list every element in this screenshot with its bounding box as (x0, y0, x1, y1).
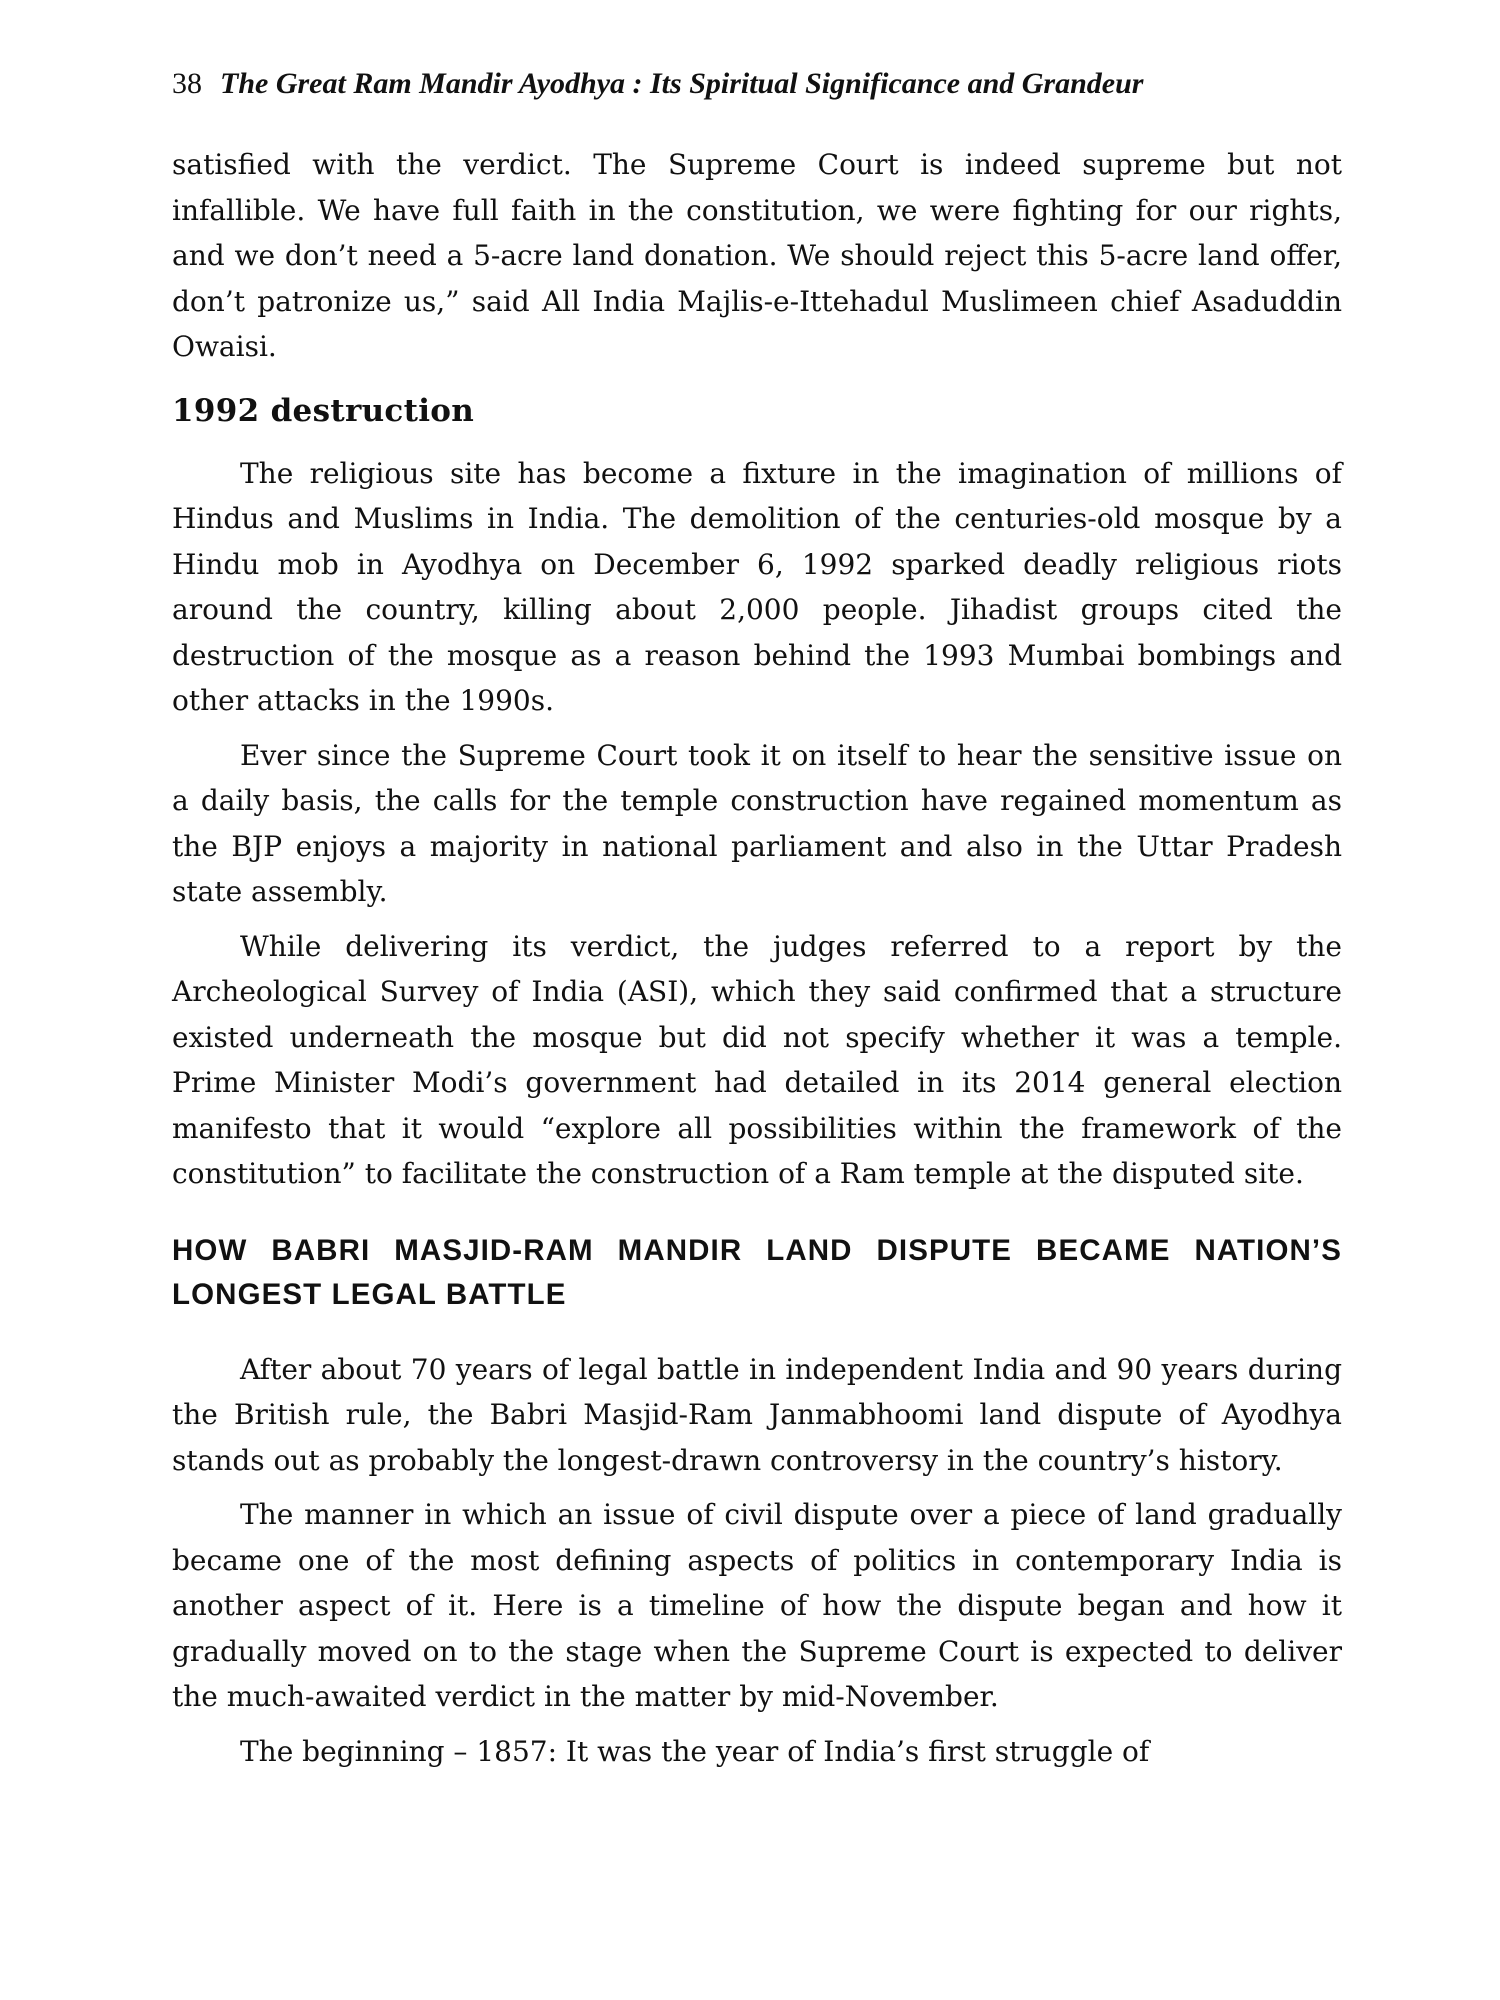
book-title: The Great Ram Mandir Ayodhya : Its Spiritual Significance and Grandeur (220, 67, 1144, 100)
paragraph: Ever since the Supreme Court took it on itself to hear the sensitive issue on a daily basis, the calls for the temple construction have regained momentum as the BJP enjoys a majority in national parliament and also in the Uttar Pradesh state assembly. (172, 738, 1342, 908)
paragraph: After about 70 years of legal battle in independent India and 90 years during the British rule, the Babri Masjid-Ram Janmabhoomi land dispute of Ayodhya stands out as probably the longest-drawn controversy in the country’s history. (172, 1352, 1342, 1477)
paragraph: The manner in which an issue of civil dispute over a piece of land gradually became one of the most defining aspects of politics in contemporary India is another aspect of it. Here is a timeline of how the dispute began and how it gradually moved on to the stage when the Supreme Court is expected to deliver the much-awaited verdict in the matter by mid-November. (172, 1498, 1342, 1713)
paragraph: While delivering its verdict, the judges referred to a report by the Archeological Survey of India (ASI), which they said confirmed that a structure existed underneath the mosque but did not specify whether it was a temple. Prime Minister Modi’s government had detailed in its 2014 general election manifesto that it would “explore all possibilities within the framework of the constitution” to facilitate the construction of a Ram temple at the disputed site. (172, 929, 1342, 1190)
body-text (172, 142, 1342, 1774)
paragraph: The beginning – 1857: It was the year of India’s first struggle of (240, 1734, 1150, 1768)
section-heading-dispute: HOW BABRI MASJID-RAM MANDIR LAND DISPUTE BECAME NATION’S LONGEST LEGAL BATTLE (172, 1233, 1342, 1311)
page-number: 38 (172, 67, 202, 100)
paragraph-intro: satisfied with the verdict. The Supreme Court is indeed supreme but not infallible. We have full faith in the constitution, we were fighting for our rights, and we don’t need a 5-acre land donation. We should reject this 5-acre land offer, don’t patronize us,” said All India Majlis-e-Ittehadul Muslimeen chief Asaduddin Owaisi. (172, 148, 1342, 363)
paragraph: The religious site has become a fixture in the imagination of millions of Hindus and Muslims in India. The demolition of the centuries-old mosque by a Hindu mob in Ayodhya on December 6, 1992 sparked deadly religious riots around the country, killing about 2,000 people. Jihadist groups cited the destruction of the mosque as a reason behind the 1993 Mumbai bombings and other attacks in the 1990s. (172, 456, 1342, 717)
running-head (172, 64, 1352, 104)
section-heading-1992: 1992 destruction (172, 392, 475, 429)
